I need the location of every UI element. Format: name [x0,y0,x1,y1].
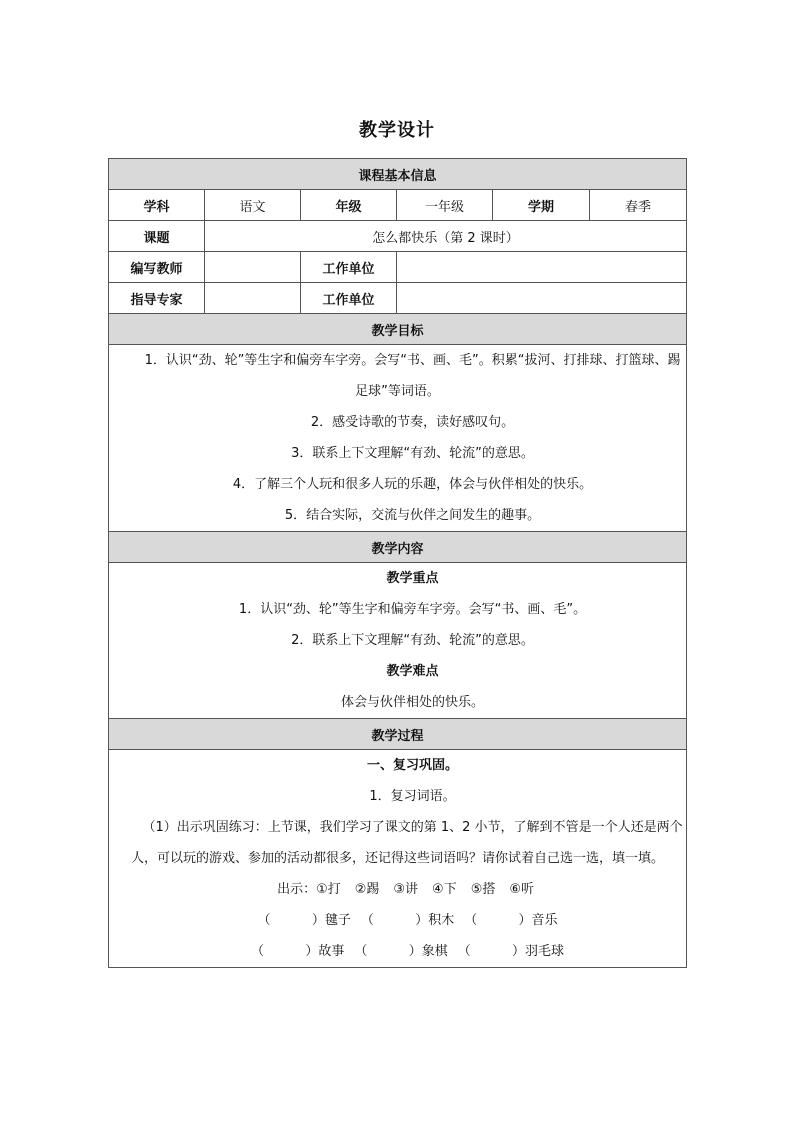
fill-blank-item: （ ）羽毛球 [457,944,565,959]
fill-blank-item: （ ）象棋 [354,944,448,959]
key-points-title: 教学重点 [386,571,439,586]
page-title: 教学设计 [359,120,435,141]
teacher-label: 编写教师 [109,252,205,283]
fill-blank-row [109,905,686,936]
work-unit-label: 工作单位 [301,252,397,283]
option-item: ⑥听 [509,882,535,897]
option-item: ④下 [432,882,457,897]
exercise-options [109,874,686,905]
process-step: 1．复习词语。 [369,789,456,804]
key-point-item: 2．联系上下文理解“有劲、轮流”的意思。 [291,633,534,648]
grade-label: 年级 [301,190,397,221]
goals-body [109,345,687,532]
exercise-intro: （1）出示巩固练习：上节课，我们学习了课文的第 1、2 小节，了解到不管是一个人还是两个人，可以玩的游戏、参加的活动都很多，还记得这些词语吗？请你试着自己选一选，填一填。 [131,820,683,866]
option-item: ③讲 [393,882,419,897]
lesson-value: 怎么都快乐（第 2 课时） [205,221,687,252]
content-header: 教学内容 [109,532,687,563]
option-item: ②踢 [354,882,380,897]
goal-item: 5．结合实际，交流与伙伴之间发生的趣事。 [284,508,541,523]
work-unit-value-2 [397,283,687,314]
lesson-plan-table [108,158,687,968]
expert-value [205,283,301,314]
difficulty-title: 教学难点 [386,664,439,679]
teacher-value [205,252,301,283]
fill-blank-item: （ ）毽子 [257,913,351,928]
process-body [109,750,687,968]
term-value: 春季 [590,190,687,221]
goal-item: 2．感受诗歌的节奏，读好感叹句。 [310,415,515,430]
process-section-title: 一、复习巩固。 [367,758,459,773]
term-label: 学期 [493,190,590,221]
fill-blank-row [109,936,686,967]
expert-label: 指导专家 [109,283,205,314]
goal-item: 3．联系上下文理解“有劲、轮流”的意思。 [291,446,534,461]
lesson-label: 课题 [109,221,205,252]
fill-blank-item: （ ）故事 [251,944,345,959]
subject-value: 语文 [205,190,301,221]
goal-item: 4．了解三个人玩和很多人玩的乐趣，体会与伙伴相处的快乐。 [232,477,593,492]
work-unit-value [397,252,687,283]
show-label: 出示： [277,882,317,897]
fill-blank-item: （ ）积木 [360,913,455,928]
process-header: 教学过程 [109,719,687,750]
option-item: ①打 [316,882,341,897]
key-point-item: 1．认识“劲、轮”等生字和偏旁车字旁。会写“书、画、毛”。 [238,602,587,617]
difficulty-text: 体会与伙伴相处的快乐。 [341,695,485,710]
work-unit-label-2: 工作单位 [301,283,397,314]
basic-info-header: 课程基本信息 [109,159,687,190]
subject-label: 学科 [109,190,205,221]
goals-header: 教学目标 [109,314,687,345]
content-body [109,563,687,719]
goal-item: 1．认识“劲、轮”等生字和偏旁车字旁。会写“书、画、毛”。积累“拔河、打排球、打篮球、踢足球”等词语。 [144,353,681,399]
grade-value: 一年级 [397,190,493,221]
option-item: ⑤搭 [470,882,496,897]
fill-blank-item: （ ）音乐 [464,913,558,928]
